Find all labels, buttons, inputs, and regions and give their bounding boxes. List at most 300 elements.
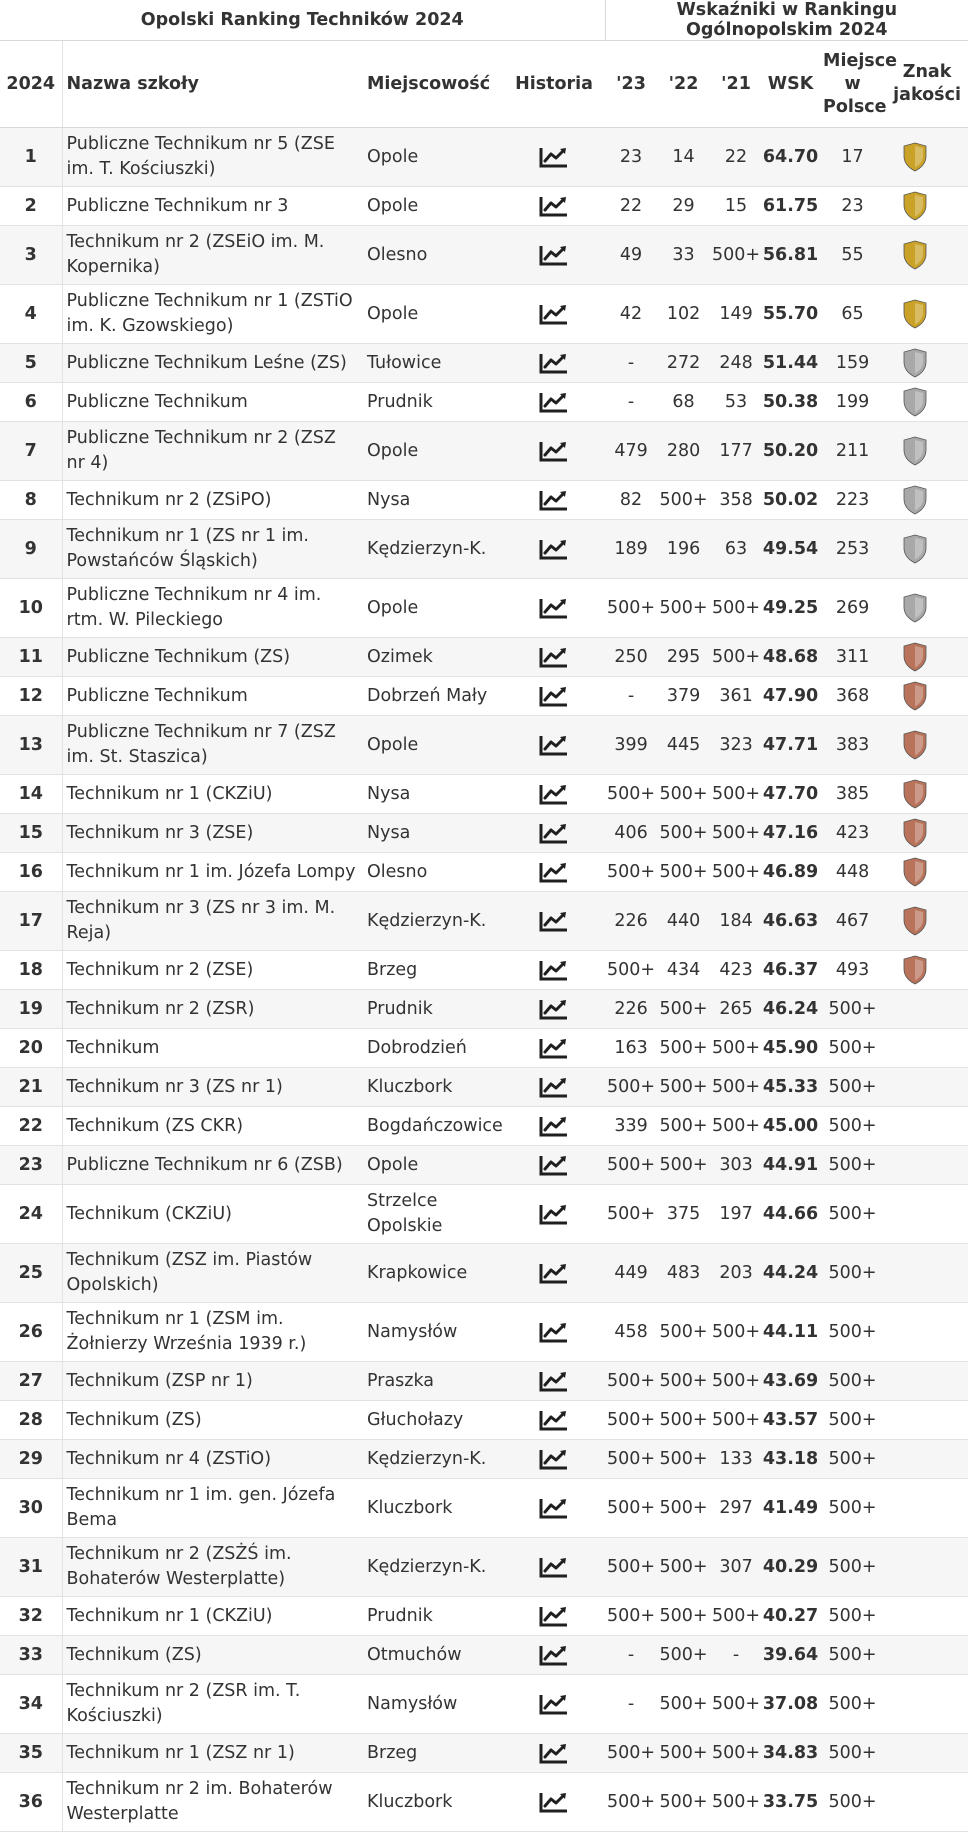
group-header-row [0,0,968,41]
rank-2022-cell: 500+ [657,579,710,638]
city-cell: Opole [363,716,503,775]
place-poland-cell: 500+ [819,1675,886,1734]
column-header-2022[interactable]: '22 [657,41,710,128]
city-cell: Prudnik [363,990,503,1029]
place-poland-cell: 223 [819,481,886,520]
rank-2023-cell: 250 [605,638,657,677]
trend-chart-icon[interactable] [539,1154,569,1176]
rank-cell: 20 [0,1029,62,1068]
quality-mark-cell [886,383,968,422]
rank-2022-cell: 29 [657,187,710,226]
trend-chart-icon[interactable] [539,1742,569,1764]
table-row [0,1734,968,1773]
trend-chart-icon[interactable] [539,538,569,560]
rank-2023-cell: 500+ [605,579,657,638]
column-header-name[interactable]: Nazwa szkoły [62,41,363,128]
rank-cell: 14 [0,775,62,814]
rank-2022-cell: 196 [657,520,710,579]
rank-cell: 13 [0,716,62,775]
rank-2021-cell: 15 [710,187,762,226]
place-poland-cell: 500+ [819,1636,886,1675]
place-poland-cell: 17 [819,128,886,187]
place-poland-cell: 500+ [819,1303,886,1362]
city-cell: Kluczbork [363,1773,503,1832]
rank-2022-cell: 500+ [657,853,710,892]
quality-mark-cell [886,638,968,677]
wsk-cell: 50.38 [762,383,819,422]
table-row [0,481,968,520]
table-row [0,187,968,226]
ranking-rows [0,128,968,1832]
rank-2021-cell: 197 [710,1185,762,1244]
history-cell [503,520,605,579]
quality-mark-cell [886,775,968,814]
rank-2021-cell: 303 [710,1146,762,1185]
trend-chart-icon[interactable] [539,1115,569,1137]
rank-2021-cell: 63 [710,520,762,579]
quality-mark-cell [886,1597,968,1636]
rank-2022-cell: 102 [657,285,710,344]
rank-cell: 29 [0,1440,62,1479]
city-cell: Kędzierzyn-K. [363,892,503,951]
trend-chart-icon[interactable] [539,1076,569,1098]
rank-cell: 33 [0,1636,62,1675]
table-row [0,638,968,677]
column-header-rank[interactable]: 2024 [0,41,62,128]
quality-mark-cell [886,1734,968,1773]
trend-chart-icon[interactable] [539,734,569,756]
rank-2021-cell: 248 [710,344,762,383]
history-cell [503,187,605,226]
trend-chart-icon[interactable] [539,783,569,805]
quality-mark-cell [886,1362,968,1401]
rank-2021-cell: 323 [710,716,762,775]
trend-chart-icon[interactable] [539,1605,569,1627]
gold-shield-badge-icon [902,191,928,221]
rank-2021-cell: 307 [710,1538,762,1597]
table-row [0,1538,968,1597]
rank-2023-cell: 500+ [605,1734,657,1773]
rank-cell: 18 [0,951,62,990]
rank-cell: 8 [0,481,62,520]
place-poland-cell: 23 [819,187,886,226]
rank-2022-cell: 500+ [657,1597,710,1636]
history-cell [503,344,605,383]
silver-shield-badge-icon [902,436,928,466]
table-row [0,520,968,579]
place-poland-cell: 368 [819,677,886,716]
trend-chart-icon[interactable] [539,861,569,883]
rank-2023-cell: 226 [605,990,657,1029]
rank-2023-cell: 479 [605,422,657,481]
history-cell [503,1734,605,1773]
history-cell [503,1146,605,1185]
table-row [0,285,968,344]
school-name-cell: Technikum (ZSZ im. Piastów Opolskich) [62,1244,363,1303]
column-header-row [0,41,968,128]
history-cell [503,481,605,520]
city-cell: Bogdańczowice [363,1107,503,1146]
place-poland-cell: 500+ [819,1440,886,1479]
table-row [0,383,968,422]
place-poland-cell: 448 [819,853,886,892]
rank-2023-cell: 458 [605,1303,657,1362]
history-cell [503,1068,605,1107]
wsk-cell: 44.66 [762,1185,819,1244]
place-poland-cell: 211 [819,422,886,481]
rank-2022-cell: 434 [657,951,710,990]
city-cell: Opole [363,579,503,638]
rank-2022-cell: 500+ [657,1401,710,1440]
rank-cell: 12 [0,677,62,716]
school-name-cell: Technikum nr 1 (CKZiU) [62,775,363,814]
place-poland-cell: 500+ [819,1401,886,1440]
rank-2021-cell: 265 [710,990,762,1029]
rank-2021-cell: 133 [710,1440,762,1479]
trend-chart-icon[interactable] [539,1321,569,1343]
bronze-shield-badge-icon [902,818,928,848]
rank-2021-cell: 22 [710,128,762,187]
history-cell [503,1401,605,1440]
place-poland-cell: 500+ [819,1362,886,1401]
bronze-shield-badge-icon [902,779,928,809]
history-cell [503,853,605,892]
city-cell: Nysa [363,481,503,520]
school-name-cell: Publiczne Technikum nr 7 (ZSZ im. St. Staszica) [62,716,363,775]
wsk-cell: 48.68 [762,638,819,677]
rank-2021-cell: 423 [710,951,762,990]
wsk-cell: 49.54 [762,520,819,579]
wsk-cell: 64.70 [762,128,819,187]
place-poland-cell: 500+ [819,990,886,1029]
rank-2021-cell: 500+ [710,853,762,892]
history-cell [503,951,605,990]
place-poland-cell: 311 [819,638,886,677]
column-header-city[interactable]: Miejscowość [363,41,503,128]
school-name-cell: Technikum nr 1 (ZSZ nr 1) [62,1734,363,1773]
table-row [0,716,968,775]
bronze-shield-badge-icon [902,730,928,760]
table-row [0,677,968,716]
history-cell [503,1244,605,1303]
table-row [0,814,968,853]
silver-shield-badge-icon [902,593,928,623]
city-cell: Opole [363,422,503,481]
quality-mark-cell [886,226,968,285]
history-cell [503,285,605,344]
trend-chart-icon[interactable] [539,910,569,932]
silver-shield-badge-icon [902,348,928,378]
school-name-cell: Technikum nr 1 (ZS nr 1 im. Powstańców Śląskich) [62,520,363,579]
rank-cell: 16 [0,853,62,892]
wsk-cell: 47.70 [762,775,819,814]
school-name-cell: Publiczne Technikum nr 3 [62,187,363,226]
trend-chart-icon[interactable] [539,1203,569,1225]
place-poland-cell: 423 [819,814,886,853]
wsk-cell: 46.63 [762,892,819,951]
quality-mark-cell [886,1479,968,1538]
city-cell: Olesno [363,853,503,892]
wsk-cell: 47.90 [762,677,819,716]
rank-2021-cell: 500+ [710,1068,762,1107]
place-poland-cell: 500+ [819,1773,886,1832]
trend-chart-icon[interactable] [539,146,569,168]
rank-2023-cell: 226 [605,892,657,951]
quality-mark-cell [886,128,968,187]
column-header-place-poland[interactable]: Miejsce w Polsce [819,41,886,128]
quality-mark-cell [886,677,968,716]
school-name-cell: Technikum nr 2 (ZSR im. T. Kościuszki) [62,1675,363,1734]
trend-chart-icon[interactable] [539,998,569,1020]
group-header-national: Wskaźniki w Rankingu Ogólnopolskim 2024 [605,0,968,41]
rank-2022-cell: 440 [657,892,710,951]
rank-2023-cell: 399 [605,716,657,775]
wsk-cell: 47.71 [762,716,819,775]
column-header-2023[interactable]: '23 [605,41,657,128]
place-poland-cell: 500+ [819,1146,886,1185]
rank-cell: 19 [0,990,62,1029]
school-name-cell: Technikum nr 2 (ZSŻŚ im. Bohaterów Westerplatte) [62,1538,363,1597]
column-header-2021[interactable]: '21 [710,41,762,128]
trend-chart-icon[interactable] [539,1644,569,1666]
city-cell: Kluczbork [363,1068,503,1107]
history-cell [503,892,605,951]
history-cell [503,579,605,638]
quality-mark-cell [886,422,968,481]
wsk-cell: 37.08 [762,1675,819,1734]
table-row [0,1185,968,1244]
rank-2023-cell: 500+ [605,1362,657,1401]
trend-chart-icon[interactable] [539,303,569,325]
city-cell: Opole [363,285,503,344]
wsk-cell: 46.37 [762,951,819,990]
trend-chart-icon[interactable] [539,391,569,413]
trend-chart-icon[interactable] [539,1448,569,1470]
history-cell [503,128,605,187]
history-cell [503,1185,605,1244]
trend-chart-icon[interactable] [539,195,569,217]
table-row [0,1401,968,1440]
rank-2022-cell: 375 [657,1185,710,1244]
bronze-shield-badge-icon [902,906,928,936]
history-cell [503,1440,605,1479]
rank-2021-cell: 500+ [710,1107,762,1146]
rank-2021-cell: 500+ [710,638,762,677]
quality-mark-cell [886,344,968,383]
school-name-cell: Technikum nr 2 (ZSiPO) [62,481,363,520]
trend-chart-icon[interactable] [539,959,569,981]
place-poland-cell: 159 [819,344,886,383]
rank-2021-cell: 184 [710,892,762,951]
rank-cell: 34 [0,1675,62,1734]
rank-2023-cell: 500+ [605,1773,657,1832]
trend-chart-icon[interactable] [539,822,569,844]
history-cell [503,814,605,853]
school-name-cell: Publiczne Technikum nr 4 im. rtm. W. Pileckiego [62,579,363,638]
rank-2021-cell: 500+ [710,1029,762,1068]
city-cell: Prudnik [363,1597,503,1636]
table-row [0,1068,968,1107]
wsk-cell: 34.83 [762,1734,819,1773]
city-cell: Tułowice [363,344,503,383]
rank-2023-cell: 22 [605,187,657,226]
wsk-cell: 45.33 [762,1068,819,1107]
place-poland-cell: 500+ [819,1029,886,1068]
rank-2021-cell: 500+ [710,814,762,853]
city-cell: Opole [363,187,503,226]
wsk-cell: 50.02 [762,481,819,520]
bronze-shield-badge-icon [902,857,928,887]
place-poland-cell: 500+ [819,1107,886,1146]
history-cell [503,716,605,775]
history-cell [503,1479,605,1538]
place-poland-cell: 383 [819,716,886,775]
history-cell [503,775,605,814]
place-poland-cell: 500+ [819,1244,886,1303]
trend-chart-icon[interactable] [539,489,569,511]
rank-2021-cell: 500+ [710,1362,762,1401]
rank-cell: 1 [0,128,62,187]
wsk-cell: 51.44 [762,344,819,383]
quality-mark-cell [886,1029,968,1068]
bronze-shield-badge-icon [902,955,928,985]
rank-2023-cell: 23 [605,128,657,187]
history-cell [503,226,605,285]
rank-cell: 9 [0,520,62,579]
rank-2022-cell: 500+ [657,1303,710,1362]
trend-chart-icon[interactable] [539,440,569,462]
trend-chart-icon[interactable] [539,352,569,374]
column-header-history: Historia [503,41,605,128]
history-cell [503,1107,605,1146]
quality-mark-cell [886,1440,968,1479]
place-poland-cell: 467 [819,892,886,951]
rank-2021-cell: 500+ [710,226,762,285]
quality-mark-cell [886,1675,968,1734]
quality-mark-cell [886,1107,968,1146]
wsk-cell: 61.75 [762,187,819,226]
rank-2022-cell: 500+ [657,814,710,853]
school-name-cell: Technikum nr 3 (ZS nr 3 im. M. Reja) [62,892,363,951]
quality-mark-cell [886,892,968,951]
wsk-cell: 55.70 [762,285,819,344]
school-name-cell: Technikum nr 3 (ZS nr 1) [62,1068,363,1107]
wsk-cell: 56.81 [762,226,819,285]
city-cell: Otmuchów [363,1636,503,1675]
rank-2023-cell: - [605,344,657,383]
rank-2023-cell: 163 [605,1029,657,1068]
trend-chart-icon[interactable] [539,1037,569,1059]
history-cell [503,383,605,422]
rank-2021-cell: 297 [710,1479,762,1538]
quality-mark-cell [886,285,968,344]
rank-2021-cell: 500+ [710,1734,762,1773]
rank-2022-cell: 483 [657,1244,710,1303]
bronze-shield-badge-icon [902,642,928,672]
rank-2022-cell: 68 [657,383,710,422]
table-row [0,892,968,951]
rank-2023-cell: 500+ [605,951,657,990]
trend-chart-icon[interactable] [539,1497,569,1519]
city-cell: Kędzierzyn-K. [363,520,503,579]
rank-2021-cell: 53 [710,383,762,422]
school-name-cell: Publiczne Technikum nr 2 (ZSZ nr 4) [62,422,363,481]
trend-chart-icon[interactable] [539,685,569,707]
city-cell: Kluczbork [363,1479,503,1538]
table-row [0,1479,968,1538]
rank-2023-cell: 500+ [605,1597,657,1636]
rank-2023-cell: 500+ [605,853,657,892]
rank-cell: 27 [0,1362,62,1401]
group-header-regional: Opolski Ranking Techników 2024 [0,0,605,41]
silver-shield-badge-icon [902,534,928,564]
history-cell [503,1303,605,1362]
trend-chart-icon[interactable] [539,1791,569,1813]
place-poland-cell: 500+ [819,1479,886,1538]
trend-chart-icon[interactable] [539,1556,569,1578]
city-cell: Opole [363,128,503,187]
city-cell: Brzeg [363,1734,503,1773]
table-row [0,951,968,990]
wsk-cell: 43.69 [762,1362,819,1401]
quality-mark-cell [886,1773,968,1832]
rank-2023-cell: 42 [605,285,657,344]
place-poland-cell: 500+ [819,1185,886,1244]
table-row [0,1029,968,1068]
city-cell: Strzelce Opolskie [363,1185,503,1244]
trend-chart-icon[interactable] [539,597,569,619]
rank-cell: 7 [0,422,62,481]
rank-2023-cell: 189 [605,520,657,579]
rank-2023-cell: 49 [605,226,657,285]
quality-mark-cell [886,1401,968,1440]
rank-2023-cell: - [605,383,657,422]
column-header-wsk[interactable]: WSK [762,41,819,128]
trend-chart-icon[interactable] [539,1693,569,1715]
place-poland-cell: 199 [819,383,886,422]
school-name-cell: Technikum nr 2 im. Bohaterów Westerplatte [62,1773,363,1832]
quality-mark-cell [886,1185,968,1244]
rank-2022-cell: 500+ [657,1734,710,1773]
trend-chart-icon[interactable] [539,646,569,668]
wsk-cell: 39.64 [762,1636,819,1675]
rank-2021-cell: 361 [710,677,762,716]
place-poland-cell: 269 [819,579,886,638]
city-cell: Brzeg [363,951,503,990]
rank-2023-cell: 449 [605,1244,657,1303]
gold-shield-badge-icon [902,240,928,270]
rank-2023-cell: 339 [605,1107,657,1146]
rank-2023-cell: 500+ [605,1440,657,1479]
trend-chart-icon[interactable] [539,1409,569,1431]
wsk-cell: 43.57 [762,1401,819,1440]
trend-chart-icon[interactable] [539,244,569,266]
table-row [0,775,968,814]
quality-mark-cell [886,520,968,579]
place-poland-cell: 500+ [819,1068,886,1107]
history-cell [503,1029,605,1068]
rank-cell: 26 [0,1303,62,1362]
table-row [0,1440,968,1479]
trend-chart-icon[interactable] [539,1370,569,1392]
wsk-cell: 47.16 [762,814,819,853]
rank-cell: 11 [0,638,62,677]
rank-2021-cell: 203 [710,1244,762,1303]
trend-chart-icon[interactable] [539,1262,569,1284]
rank-2021-cell: 500+ [710,1401,762,1440]
table-row [0,1146,968,1185]
rank-2023-cell: 500+ [605,1146,657,1185]
